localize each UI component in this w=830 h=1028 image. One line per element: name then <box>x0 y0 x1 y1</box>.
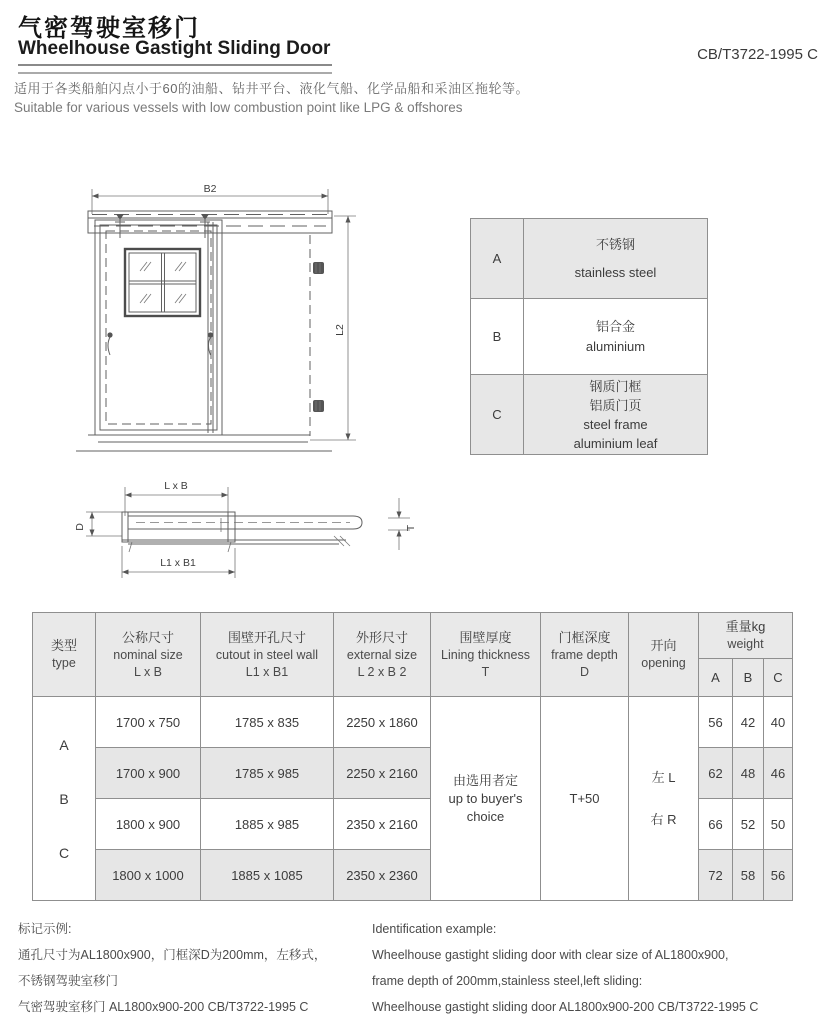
col-cutout-sub: L1 x B1 <box>245 664 289 679</box>
material-key-a: A <box>471 219 524 299</box>
col-nominal-zh: 公称尺寸 <box>121 629 174 645</box>
col-weight-b: B <box>733 659 764 697</box>
title-underline <box>18 64 332 74</box>
weight-c-2: 46 <box>764 748 793 799</box>
col-lining-zh: 围壁厚度 <box>459 629 512 645</box>
col-opening <box>629 613 699 697</box>
external-size-1: 2250 x 1860 <box>334 697 431 748</box>
cutout-size-2: 1785 x 985 <box>201 748 334 799</box>
col-depth-en: frame depth <box>551 647 618 662</box>
nominal-size-3: 1800 x 900 <box>96 799 201 850</box>
nominal-size-1: 1700 x 750 <box>96 697 201 748</box>
col-weight <box>699 613 793 659</box>
weight-c-4: 56 <box>764 850 793 901</box>
weight-b-4: 58 <box>733 850 764 901</box>
col-type-en: type <box>52 656 76 670</box>
plan-sliding-leaf <box>128 516 362 529</box>
lining-en1: up to buyer's <box>448 790 523 806</box>
material-a-en: stainless steel <box>574 264 657 280</box>
weight-b-2: 48 <box>733 748 764 799</box>
weight-a-4: 72 <box>699 850 733 901</box>
door-handles <box>107 332 213 355</box>
plan-frame-section <box>122 512 235 552</box>
col-cutout-en: cutout in steel wall <box>215 647 319 662</box>
plan-dim-left <box>74 512 122 536</box>
material-desc-a <box>524 219 708 299</box>
lining-zh: 由选用者定 <box>452 772 518 788</box>
col-lining-sub: T <box>481 664 490 679</box>
description-zh: 适用于各类船舶闪点小于60的油船、钻井平台、液化气船、化学品船和采油区拖轮等。 <box>14 81 529 96</box>
weight-a-1: 56 <box>699 697 733 748</box>
id-example-en-line-2: Wheelhouse gastight sliding door with clear size of AL1800x900, <box>372 948 729 962</box>
col-depth-zh: 门框深度 <box>558 629 611 645</box>
col-external-sub: L 2 x B 2 <box>357 664 407 679</box>
type-letters-cell <box>33 697 96 901</box>
lining-en2: choice <box>466 808 505 824</box>
lining-thickness-cell <box>431 697 541 901</box>
cutout-size-4: 1885 x 1085 <box>201 850 334 901</box>
col-opening-en: opening <box>641 656 686 670</box>
material-key-b: B <box>471 299 524 375</box>
id-example-zh-line-2: 通孔尺寸为AL1800x900，门框深D为200mm，左移式， <box>18 948 327 962</box>
opening-right: 右 R <box>650 811 677 827</box>
material-c-zh2: 铝质门页 <box>589 397 642 413</box>
standard-code: CB/T3722-1995 C <box>697 46 818 63</box>
col-weight-en: weight <box>727 637 764 651</box>
col-lining <box>431 613 541 697</box>
identification-example-en <box>372 916 758 1020</box>
col-opening-zh: 开向 <box>650 638 677 653</box>
weight-a-2: 62 <box>699 748 733 799</box>
type-c: C <box>58 844 70 861</box>
col-external-en: external size <box>346 647 418 662</box>
front-view-drawing <box>58 178 388 468</box>
external-size-4: 2350 x 2360 <box>334 850 431 901</box>
opening-cell <box>629 697 699 901</box>
col-type-zh: 类型 <box>50 638 77 653</box>
description-en: Suitable for various vessels with low combustion point like LPG & offshores <box>14 100 463 115</box>
material-desc-b <box>524 299 708 375</box>
plan-dim-left-label: D <box>74 523 86 531</box>
front-dim-width-label: B2 <box>203 183 217 195</box>
id-example-zh-line-4: 气密驾驶室移门 AL1800x900-200 CB/T3722-1995 C <box>18 1000 309 1014</box>
plan-dim-right-label: T <box>405 524 417 532</box>
col-cutout-zh: 围壁开孔尺寸 <box>227 629 306 645</box>
door-leaf <box>95 220 222 435</box>
nominal-size-2: 1700 x 900 <box>96 748 201 799</box>
frame-depth-cell: T+50 <box>541 697 629 901</box>
material-c-zh1: 钢质门框 <box>589 378 642 394</box>
col-nominal-sub: L x B <box>133 664 163 679</box>
opening-left: 左 L <box>651 769 676 785</box>
front-dim-height-label: L2 <box>334 324 346 336</box>
id-example-zh-line-3: 不锈钢驾驶室移门 <box>18 974 119 988</box>
col-lining-en: Lining thickness <box>441 647 530 662</box>
weight-c-3: 50 <box>764 799 793 850</box>
material-row-b <box>471 299 708 375</box>
glass-hatch-marks <box>140 262 186 303</box>
material-b-en: aluminium <box>585 338 646 354</box>
page-title-zh: 气密驾驶室移门 <box>18 15 200 42</box>
page-title-en: Wheelhouse Gastight Sliding Door <box>18 38 331 59</box>
col-weight-a: A <box>699 659 733 697</box>
col-type <box>33 613 96 697</box>
plan-rail <box>122 536 350 546</box>
weight-b-3: 52 <box>733 799 764 850</box>
plan-dim-bottom-label: L1 x B1 <box>160 557 196 569</box>
external-size-2: 2250 x 2160 <box>334 748 431 799</box>
col-nominal-en: nominal size <box>113 647 183 662</box>
plan-dim-bottom <box>122 546 235 578</box>
plan-view-drawing <box>58 472 428 597</box>
plan-dim-top-label: L x B <box>164 480 188 492</box>
col-depth <box>541 613 629 697</box>
opening-outline <box>310 235 324 436</box>
material-desc-c <box>524 375 708 455</box>
identification-example-zh <box>18 916 326 1020</box>
col-weight-c: C <box>764 659 793 697</box>
materials-table <box>470 218 708 455</box>
material-c-en2: aluminium leaf <box>573 435 658 451</box>
cutout-size-3: 1885 x 985 <box>201 799 334 850</box>
col-weight-zh: 重量kg <box>725 619 766 634</box>
type-b: B <box>59 790 69 807</box>
col-external-zh: 外形尺寸 <box>355 629 408 645</box>
material-c-en1: steel frame <box>583 416 648 432</box>
plan-dim-top <box>125 480 228 516</box>
col-cutout <box>201 613 334 697</box>
plan-dim-right <box>388 498 417 550</box>
material-row-a <box>471 219 708 299</box>
material-b-zh: 铝合金 <box>595 318 635 334</box>
external-size-3: 2350 x 2160 <box>334 799 431 850</box>
id-example-en-line-1: Identification example: <box>372 922 497 936</box>
col-external <box>334 613 431 697</box>
material-a-zh: 不锈钢 <box>595 236 635 252</box>
id-example-en-line-4: Wheelhouse gastight sliding door AL1800x900-200 CB/T3722-1995 C <box>372 1000 759 1014</box>
nominal-size-4: 1800 x 1000 <box>96 850 201 901</box>
spec-header-row-1 <box>33 613 793 659</box>
material-key-c: C <box>471 375 524 455</box>
spec-row-1 <box>33 697 793 748</box>
weight-a-3: 66 <box>699 799 733 850</box>
door-window <box>125 249 200 316</box>
id-example-en-line-3: frame depth of 200mm,stainless steel,left sliding: <box>372 974 643 988</box>
weight-c-1: 40 <box>764 697 793 748</box>
spec-table <box>32 612 793 901</box>
material-row-c <box>471 375 708 455</box>
sill-lines <box>76 435 332 451</box>
col-nominal <box>96 613 201 697</box>
col-depth-sub: D <box>579 664 590 679</box>
weight-b-1: 42 <box>733 697 764 748</box>
cutout-size-1: 1785 x 835 <box>201 697 334 748</box>
front-dim-width <box>92 183 328 214</box>
id-example-zh-line-1: 标记示例: <box>18 922 72 936</box>
type-a: A <box>59 736 69 753</box>
